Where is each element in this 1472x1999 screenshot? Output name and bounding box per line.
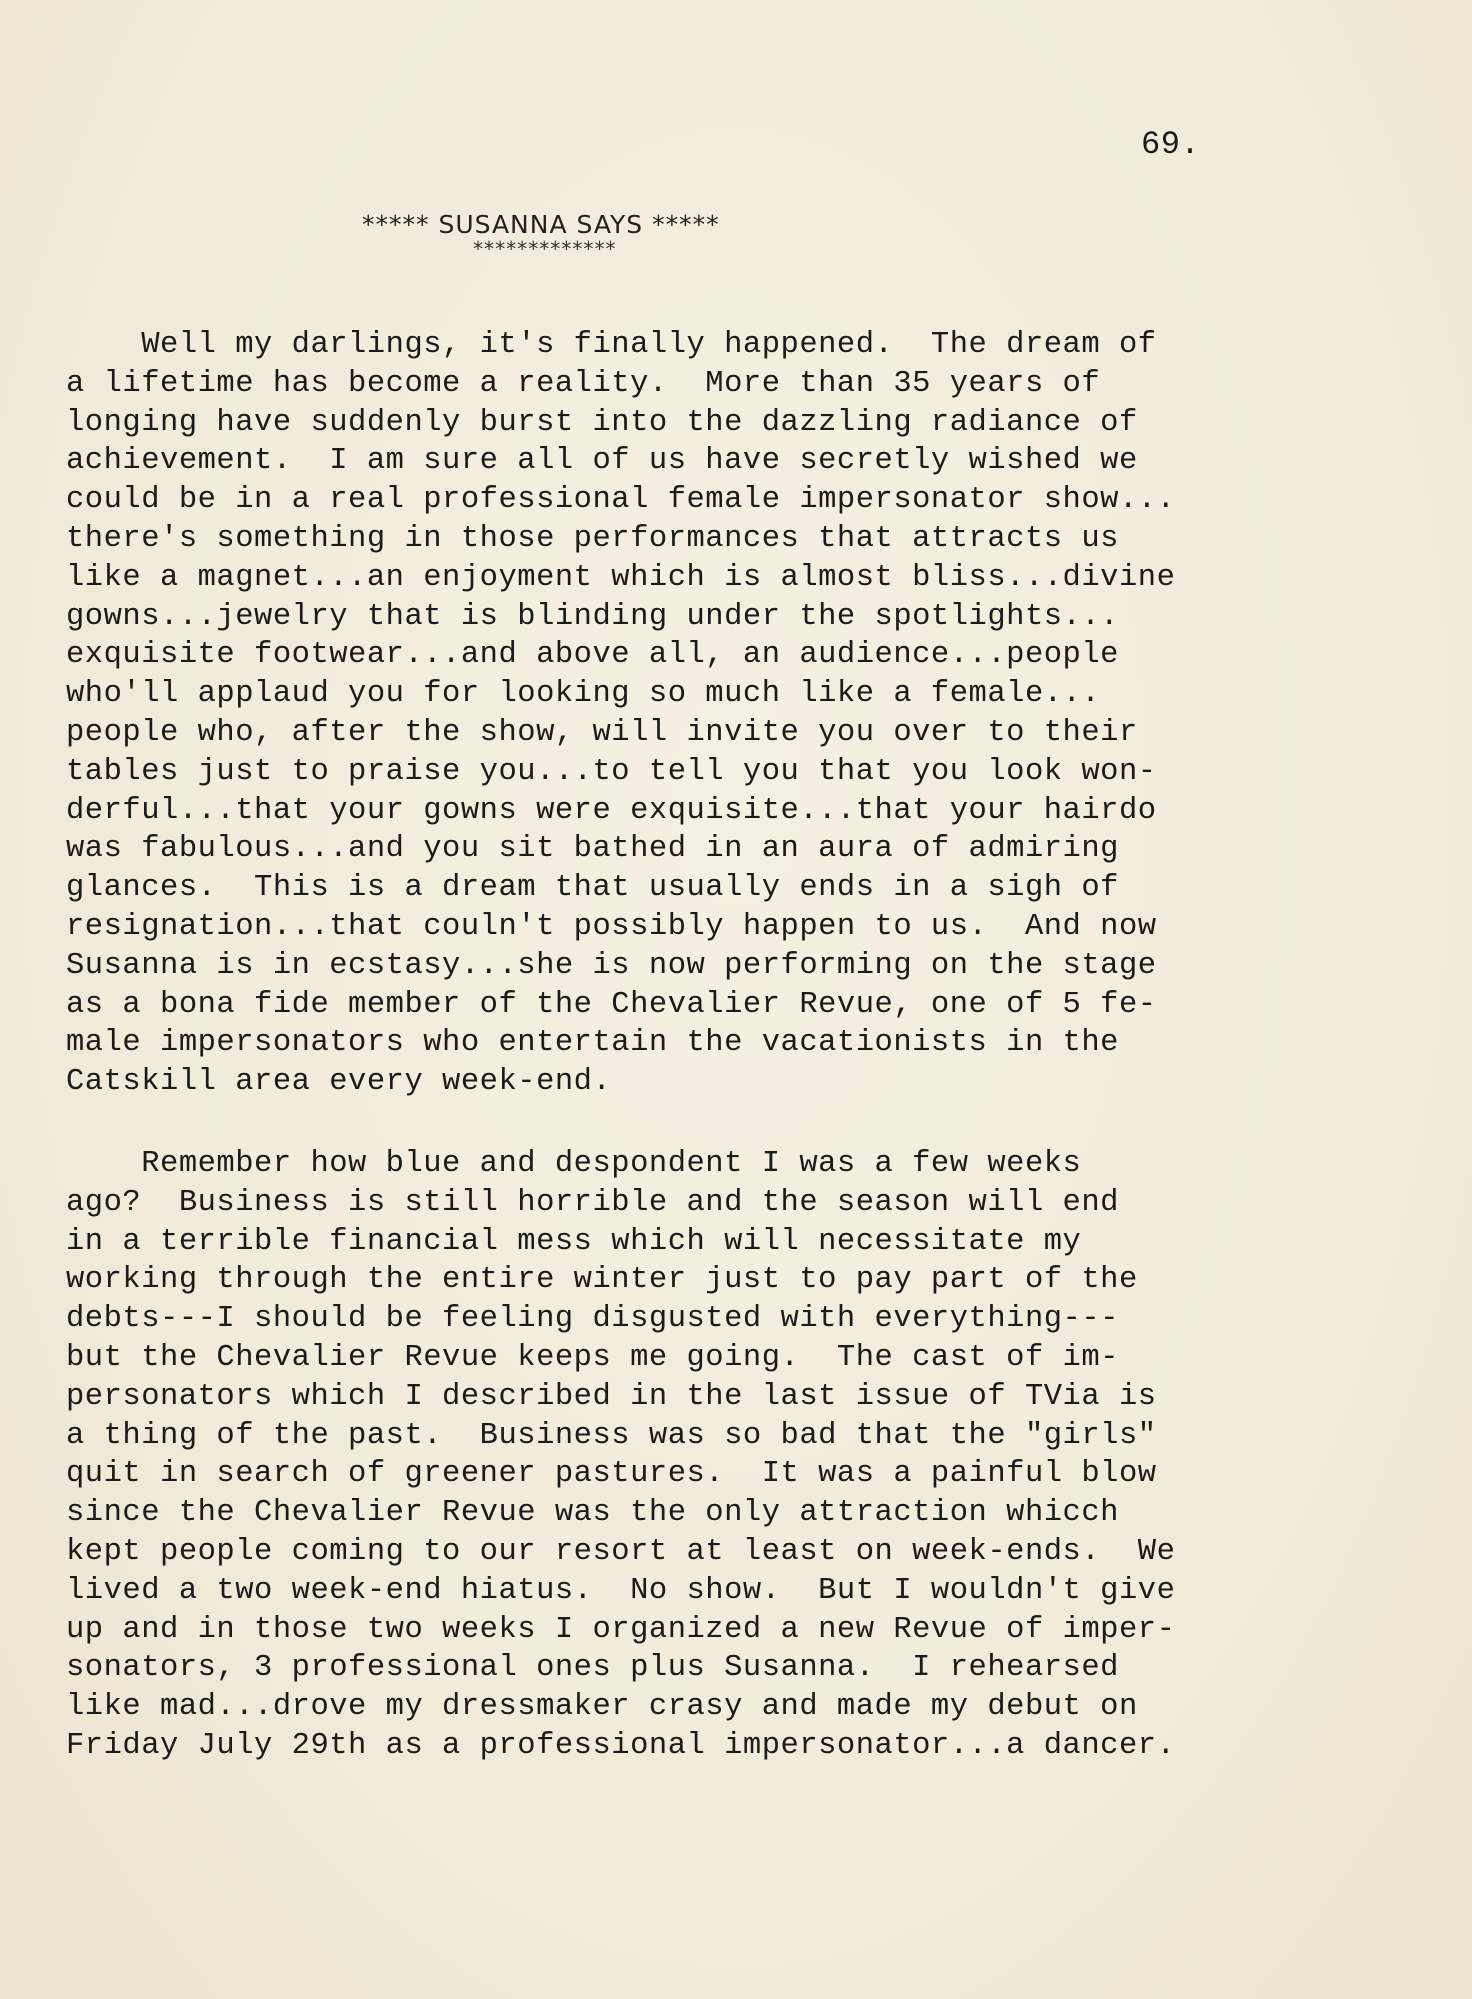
text-line: like mad...drove my dressmaker crasy and made my debut on xyxy=(66,1690,1138,1725)
text-line: Catskill area every week-end. xyxy=(66,1065,612,1100)
text-line: Susanna is in ecstasy...she is now performing on the stage xyxy=(66,948,1157,983)
text-line: debts---I should be feeling disgusted with everything--- xyxy=(66,1302,1119,1337)
text-line: working through the entire winter just to pay part of the xyxy=(66,1263,1138,1298)
text-line: tables just to praise you...to tell you that you look won- xyxy=(66,754,1157,789)
text-line: derful...that your gowns were exquisite...that your hairdo xyxy=(66,793,1157,828)
text-line: personators which I described in the last issue of TVia is xyxy=(66,1379,1157,1414)
text-line: a thing of the past. Business was so bad that the "girls" xyxy=(66,1418,1157,1453)
text-line: in a terrible financial mess which will necessitate my xyxy=(66,1224,1082,1259)
article-heading xyxy=(362,210,882,261)
text-line: glances. This is a dream that usually ends in a sigh of xyxy=(66,871,1119,906)
text-line: male impersonators who entertain the vacationists in the xyxy=(66,1026,1119,1061)
text-line: but the Chevalier Revue keeps me going. The cast of im- xyxy=(66,1340,1119,1375)
text-line: since the Chevalier Revue was the only attraction whicch xyxy=(66,1496,1119,1531)
text-line: as a bona fide member of the Chevalier Revue, one of 5 fe- xyxy=(66,987,1157,1022)
text-line: Remember how blue and despondent I was a few weeks xyxy=(66,1147,1082,1181)
text-line: could be in a real professional female impersonator show... xyxy=(66,483,1176,518)
text-line: who'll applaud you for looking so much like a female... xyxy=(66,677,1101,712)
text-line: kept people coming to our resort at least on week-ends. We xyxy=(66,1534,1176,1569)
text-line: a lifetime has become a reality. More than 35 years of xyxy=(66,366,1101,401)
text-line: like a magnet...an enjoyment which is almost bliss...divine xyxy=(66,560,1176,595)
heading-underline: ************* xyxy=(472,237,616,261)
paragraph-1 xyxy=(66,326,1246,1102)
paragraph-2 xyxy=(66,1145,1246,1766)
text-line: up and in those two weeks I organized a new Revue of imper- xyxy=(66,1612,1176,1647)
text-line: exquisite footwear...and above all, an audience...people xyxy=(66,638,1119,673)
text-line: gowns...jewelry that is blinding under the spotlights... xyxy=(66,599,1119,634)
heading-title: ***** SUSANNA SAYS ***** xyxy=(362,210,720,239)
text-line: ago? Business is still horrible and the season will end xyxy=(66,1185,1119,1220)
text-line: people who, after the show, will invite you over to their xyxy=(66,715,1138,750)
text-line: Well my darlings, it's finally happened. The dream of xyxy=(66,328,1157,362)
text-line: sonators, 3 professional ones plus Susanna. I rehearsed xyxy=(66,1651,1119,1686)
text-line: resignation...that couln't possibly happen to us. And now xyxy=(66,909,1157,944)
text-line: Friday July 29th as a professional impersonator...a dancer. xyxy=(66,1728,1176,1763)
text-line: there's something in those performances that attracts us xyxy=(66,521,1119,556)
text-line: lived a two week-end hiatus. No show. But I wouldn't give xyxy=(66,1573,1176,1608)
text-line: achievement. I am sure all of us have secretly wished we xyxy=(66,444,1138,479)
text-line: longing have suddenly burst into the dazzling radiance of xyxy=(66,405,1138,440)
text-line: was fabulous...and you sit bathed in an aura of admiring xyxy=(66,832,1119,867)
text-line: quit in search of greener pastures. It was a painful blow xyxy=(66,1457,1157,1492)
page-number: 69. xyxy=(1141,126,1201,163)
